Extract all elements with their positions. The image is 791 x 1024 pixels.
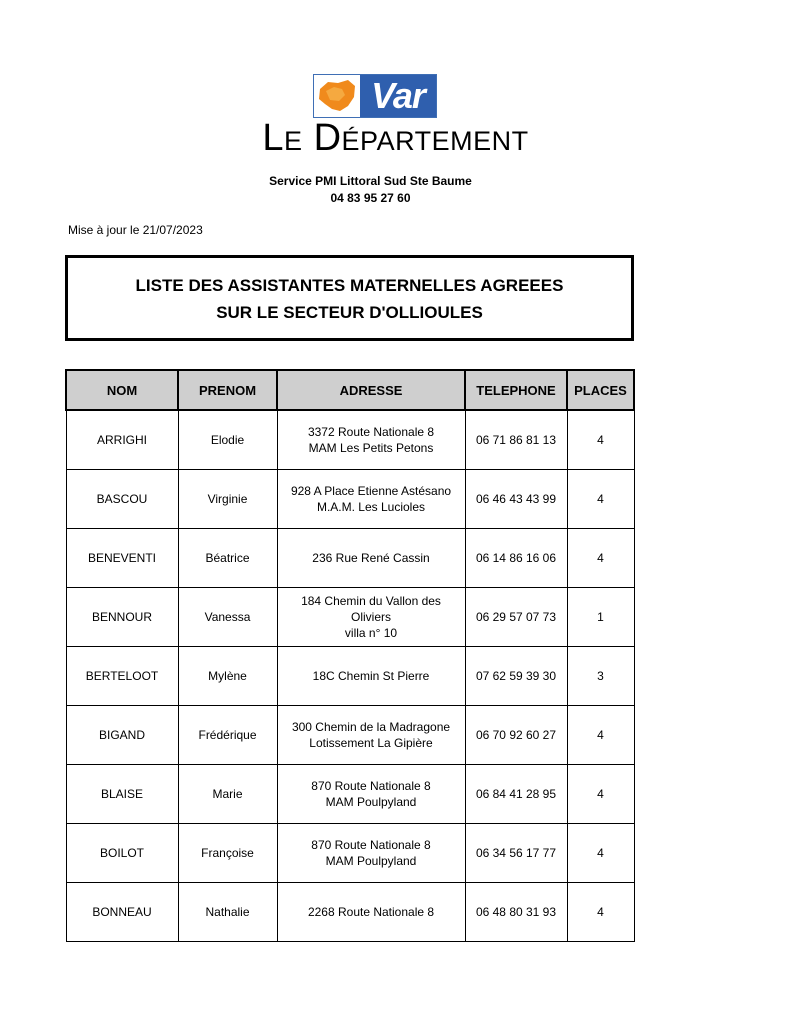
list-title-line2: SUR LE SECTEUR D'OLLIOULES	[216, 303, 483, 322]
var-logo	[313, 74, 437, 118]
cell-places: 4	[567, 410, 634, 470]
cell-places: 4	[567, 824, 634, 883]
cell-prenom: Elodie	[178, 410, 277, 470]
cell-places: 1	[567, 588, 634, 647]
cell-nom: BASCOU	[66, 470, 178, 529]
cell-prenom: Vanessa	[178, 588, 277, 647]
cell-nom: BENEVENTI	[66, 529, 178, 588]
update-date: Mise à jour le 21/07/2023	[68, 223, 203, 237]
department-title: Le Département	[262, 117, 529, 159]
list-title-box	[65, 255, 634, 341]
var-map-icon	[314, 75, 358, 117]
cell-telephone: 06 48 80 31 93	[465, 883, 567, 942]
cell-prenom: Mylène	[178, 647, 277, 706]
cell-places: 4	[567, 883, 634, 942]
cell-adresse: 184 Chemin du Vallon des Oliviers villa n° 10	[277, 588, 465, 647]
cell-telephone: 06 71 86 81 13	[465, 410, 567, 470]
column-header-nom: NOM	[66, 370, 178, 410]
cell-nom: ARRIGHI	[66, 410, 178, 470]
cell-adresse: 928 A Place Etienne Astésano M.A.M. Les Lucioles	[277, 470, 465, 529]
cell-nom: BLAISE	[66, 765, 178, 824]
cell-places: 4	[567, 706, 634, 765]
cell-telephone: 07 62 59 39 30	[465, 647, 567, 706]
table-row	[66, 410, 634, 470]
list-title-line1: LISTE DES ASSISTANTES MATERNELLES AGREEES	[135, 276, 564, 295]
cell-adresse: 3372 Route Nationale 8 MAM Les Petits Petons	[277, 410, 465, 470]
assistants-table	[65, 369, 635, 942]
cell-prenom: Françoise	[178, 824, 277, 883]
table-row	[66, 706, 634, 765]
column-header-prenom: PRENOM	[178, 370, 277, 410]
cell-nom: BONNEAU	[66, 883, 178, 942]
cell-telephone: 06 14 86 16 06	[465, 529, 567, 588]
service-phone: 04 83 95 27 60	[330, 191, 411, 205]
column-header-places: PLACES	[567, 370, 634, 410]
table-row	[66, 765, 634, 824]
cell-adresse: 236 Rue René Cassin	[277, 529, 465, 588]
cell-places: 3	[567, 647, 634, 706]
cell-telephone: 06 84 41 28 95	[465, 765, 567, 824]
table-row	[66, 824, 634, 883]
cell-telephone: 06 70 92 60 27	[465, 706, 567, 765]
table-row	[66, 529, 634, 588]
cell-telephone: 06 34 56 17 77	[465, 824, 567, 883]
service-name: Service PMI Littoral Sud Ste Baume	[269, 174, 472, 188]
logo-wordmark: Var	[360, 75, 436, 117]
cell-nom: BERTELOOT	[66, 647, 178, 706]
table-header-row	[66, 370, 634, 410]
cell-prenom: Frédérique	[178, 706, 277, 765]
cell-adresse: 870 Route Nationale 8 MAM Poulpyland	[277, 765, 465, 824]
cell-prenom: Béatrice	[178, 529, 277, 588]
cell-places: 4	[567, 470, 634, 529]
cell-prenom: Nathalie	[178, 883, 277, 942]
cell-nom: BIGAND	[66, 706, 178, 765]
cell-telephone: 06 46 43 43 99	[465, 470, 567, 529]
cell-places: 4	[567, 529, 634, 588]
cell-nom: BOILOT	[66, 824, 178, 883]
cell-places: 4	[567, 765, 634, 824]
cell-adresse: 870 Route Nationale 8 MAM Poulpyland	[277, 824, 465, 883]
column-header-telephone: TELEPHONE	[465, 370, 567, 410]
table-row	[66, 647, 634, 706]
table-row	[66, 588, 634, 647]
cell-adresse: 300 Chemin de la Madragone Lotissement La Gipière	[277, 706, 465, 765]
cell-nom: BENNOUR	[66, 588, 178, 647]
table-row	[66, 470, 634, 529]
cell-prenom: Marie	[178, 765, 277, 824]
cell-adresse: 18C Chemin St Pierre	[277, 647, 465, 706]
cell-adresse: 2268 Route Nationale 8	[277, 883, 465, 942]
cell-telephone: 06 29 57 07 73	[465, 588, 567, 647]
column-header-adresse: ADRESSE	[277, 370, 465, 410]
service-info	[0, 173, 741, 207]
cell-prenom: Virginie	[178, 470, 277, 529]
table-row	[66, 883, 634, 942]
